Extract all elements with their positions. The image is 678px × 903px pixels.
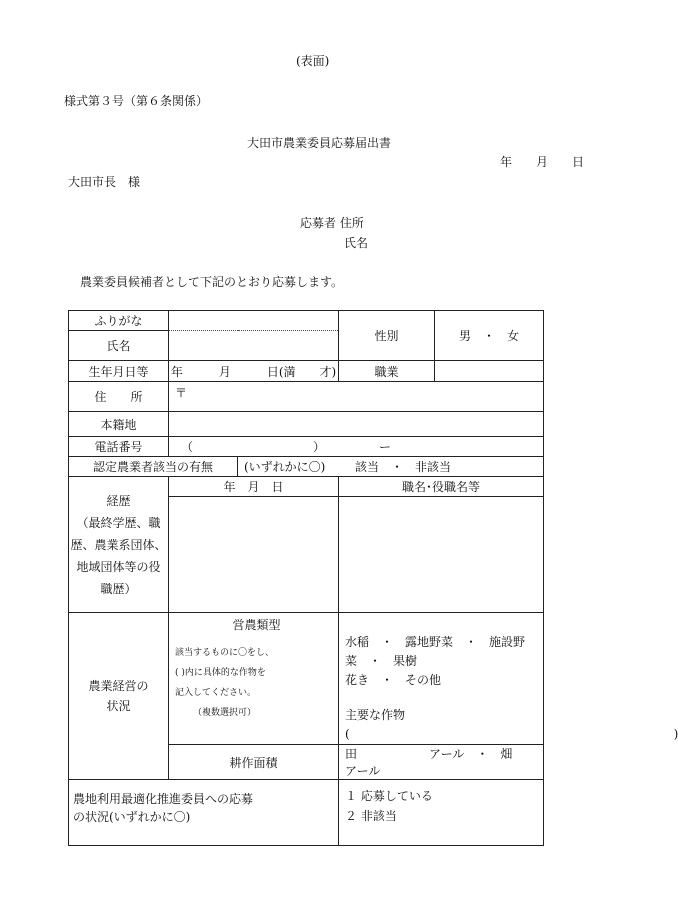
farm-instruction-4: （複数選択可） xyxy=(193,708,257,718)
main-crops-label: 主要な作物 xyxy=(345,708,406,722)
farm-type-field[interactable] xyxy=(339,613,678,745)
career-label-line1: 経歴 xyxy=(106,493,131,508)
domicile-field[interactable] xyxy=(169,412,544,437)
career-date-field[interactable] xyxy=(169,497,339,613)
certified-farmer-label: 認定農業者該当の有無 xyxy=(69,457,238,477)
promotion-label-line2: の状況(いずれかに〇) xyxy=(73,810,191,824)
addressee: 大田市長 様 xyxy=(68,175,141,189)
career-date-header: 年 月 日 xyxy=(169,477,339,497)
promotion-option-1[interactable]: １ 応募している xyxy=(345,789,433,803)
date-field: 年 月 日 xyxy=(500,155,585,169)
farm-label-line2: 状況 xyxy=(106,699,131,713)
postal-mark: 〒 xyxy=(175,386,188,400)
form-title: 大田市農業委員応募届出書 xyxy=(247,136,392,150)
main-crops-field[interactable]: ( ) xyxy=(345,727,678,741)
phone-label: 電話番号 xyxy=(69,437,169,457)
gender-label: 性別 xyxy=(339,311,435,361)
promotion-option-2[interactable]: ２ 非該当 xyxy=(345,809,397,823)
farm-instruction-3: 記入してください。 xyxy=(175,688,257,698)
gender-options[interactable]: 男 ・ 女 xyxy=(435,311,544,361)
area-label: 耕作面積 xyxy=(169,745,339,780)
farm-instruction-2: ( )内に具体的な作物を xyxy=(175,668,266,678)
birthdate-label: 生年月日等 xyxy=(69,361,169,382)
career-label-line4: 地域団体等の役 xyxy=(76,559,161,574)
furigana-field[interactable] xyxy=(169,311,339,331)
farm-management-label xyxy=(69,613,169,780)
farm-type-label: 営農類型 xyxy=(232,618,281,632)
promotion-label-line1: 農地利用最適化推進委員への応募 xyxy=(73,792,254,806)
career-label-line2: （最終学歴、職 xyxy=(76,515,161,530)
career-label-line3: 歴、農業系団体、 xyxy=(70,537,167,552)
domicile-label: 本籍地 xyxy=(69,412,169,437)
farm-instruction-1: 該当するものに〇をし、 xyxy=(175,648,275,658)
applicant-address-label: 応募者 住所 xyxy=(300,216,364,230)
certified-farmer-field[interactable] xyxy=(238,457,544,477)
promotion-label-cell xyxy=(69,780,339,846)
certified-options[interactable]: 該当 ・ 非該当 xyxy=(355,460,452,474)
occupation-label: 職業 xyxy=(339,361,435,382)
furigana-label: ふりがな xyxy=(69,311,169,331)
address-label: 住 所 xyxy=(69,382,169,412)
application-table xyxy=(68,310,678,846)
form-number: 様式第３号（第６条関係） xyxy=(64,94,209,108)
farm-type-cell xyxy=(169,613,339,745)
birthdate-field[interactable]: 年 月 日(満 才) xyxy=(169,361,339,382)
career-title-header: 職名･役職名等 xyxy=(339,477,544,497)
applicant-name-label: 氏名 xyxy=(344,236,369,250)
side-label: (表面) xyxy=(296,54,330,68)
career-label xyxy=(69,477,169,613)
farm-types-line2[interactable]: 花き ・ その他 xyxy=(345,673,442,687)
address-field[interactable] xyxy=(169,382,544,412)
occupation-field[interactable] xyxy=(435,361,544,382)
name-field[interactable] xyxy=(169,331,339,361)
certified-hint: (いずれかに〇) xyxy=(244,460,326,474)
farm-types-line1[interactable]: 水稲 ・ 露地野菜 ・ 施設野菜 ・ 果樹 xyxy=(345,635,526,668)
career-label-line5: 職歴） xyxy=(100,581,137,596)
intro-text: 農業委員候補者として下記のとおり応募します。 xyxy=(80,275,344,289)
name-label: 氏名 xyxy=(69,331,169,361)
area-field[interactable]: 田 アール ・ 畑 アール xyxy=(339,745,544,780)
phone-field[interactable]: （ ） ー xyxy=(169,437,544,457)
farm-label-line1: 農業経営の xyxy=(88,679,149,693)
career-title-field[interactable] xyxy=(339,497,544,613)
promotion-field[interactable] xyxy=(339,780,544,846)
